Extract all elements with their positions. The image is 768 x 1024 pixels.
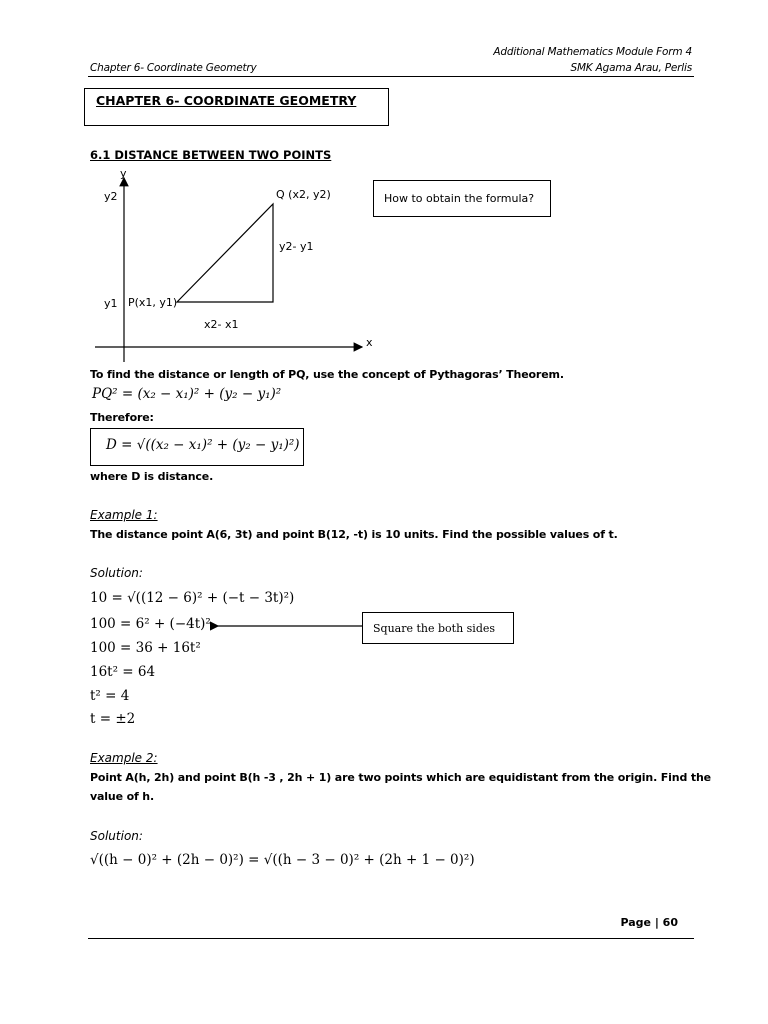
example1-step-1: 10 = √((12 − 6)² + (−t − 3t)²) <box>90 590 295 606</box>
distance-formula: D = √((x₂ − x₁)² + (y₂ − y₁)²) <box>106 437 300 453</box>
vertical-side-label: y2- y1 <box>279 240 314 253</box>
example1-question: The distance point A(6, 3t) and point B(12, -t) is 10 units. Find the possible values of t. <box>90 528 618 541</box>
header-left: Chapter 6- Coordinate Geometry <box>90 62 257 74</box>
example1-step-4: 16t² = 64 <box>90 664 156 680</box>
pythagoras-formula: PQ² = (x₂ − x₁)² + (y₂ − y₁)² <box>92 386 282 402</box>
example1-step-3: 100 = 36 + 16t² <box>90 640 201 656</box>
example1-label: Example 1: <box>90 508 158 522</box>
chapter-title: CHAPTER 6- COORDINATE GEOMETRY <box>96 93 357 108</box>
example2-label: Example 2: <box>90 751 158 765</box>
x-axis-label: x <box>366 336 373 349</box>
example2-question-line2: value of h. <box>90 790 155 803</box>
example1-step-5: t² = 4 <box>90 688 130 704</box>
formula-callout <box>373 180 551 217</box>
header-right-top: Additional Mathematics Module Form 4 <box>493 46 692 58</box>
note-arrow <box>210 616 370 636</box>
square-both-sides-text: Square the both sides <box>373 621 496 635</box>
distance-triangle <box>177 204 273 302</box>
formula-callout-text: How to obtain the formula? <box>384 192 535 205</box>
square-both-sides-note <box>362 612 514 644</box>
intro-text: To find the distance or length of PQ, use the concept of Pythagoras’ Theorem. <box>90 368 564 381</box>
y2-tick-label: y2 <box>104 190 118 203</box>
point-p-label: P(x1, y1) <box>128 296 178 309</box>
example2-solution-label: Solution: <box>90 829 143 843</box>
example2-question-line1: Point A(h, 2h) and point B(h -3 , 2h + 1) are two points which are equidistant from the origin. Find the <box>90 771 711 784</box>
section-title: 6.1 DISTANCE BETWEEN TWO POINTS <box>90 148 332 162</box>
example1-step-2: 100 = 6² + (−4t)² <box>90 616 211 632</box>
therefore-text: Therefore: <box>90 411 154 424</box>
horizontal-side-label: x2- x1 <box>204 318 239 331</box>
where-text: where D is distance. <box>90 470 214 483</box>
page-number: Page | 60 <box>620 916 678 929</box>
y-axis-label: y <box>120 167 127 180</box>
point-q-label: Q (x2, y2) <box>276 188 331 201</box>
y1-tick-label: y1 <box>104 297 118 310</box>
example2-equation: √((h − 0)² + (2h − 0)²) = √((h − 3 − 0)² + (2h + 1 − 0)²) <box>90 852 475 868</box>
example1-solution-label: Solution: <box>90 566 143 580</box>
header-right-bottom: SMK Agama Arau, Perlis <box>570 62 692 74</box>
example1-step-6: t = ±2 <box>90 711 136 727</box>
footer-rule <box>88 938 694 939</box>
